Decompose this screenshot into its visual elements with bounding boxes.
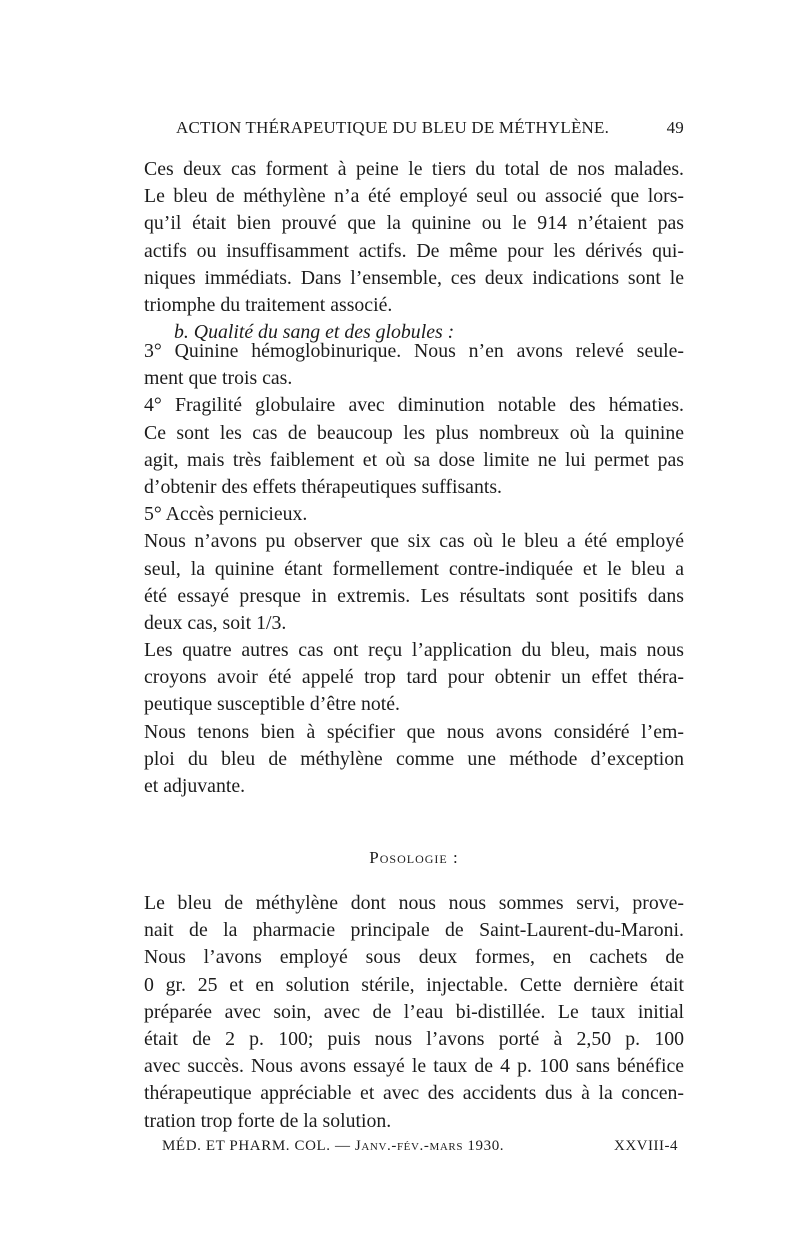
text-line: d’obtenir des effets thérapeutiques suffisants. [144, 475, 502, 498]
running-head [176, 118, 684, 142]
section-heading-posologie: Posologie : [369, 848, 459, 867]
paragraph-block-3 [144, 890, 684, 1135]
text-line: actifs ou insuffisamment actifs. De même pour les dérivés qui- [144, 239, 684, 262]
text-line: thérapeutique appréciable et avec des accidents dus à la concen- [144, 1082, 684, 1105]
signature-mark: XXVIII-4 [614, 1138, 678, 1154]
text-line: Nous n’avons pu observer que six cas où le bleu a été employé [144, 530, 684, 553]
text-line: avec succès. Nous avons essayé le taux de 4 p. 100 sans bénéfice [144, 1055, 684, 1078]
text-line: Les quatre autres cas ont reçu l’application du bleu, mais nous [144, 639, 684, 662]
text-line: Nous l’avons employé sous deux formes, en cachets de [144, 946, 684, 969]
text-line: ment que trois cas. [144, 367, 293, 390]
text-line: était de 2 p. 100; puis nous l’avons porté à 2,50 p. 100 [144, 1027, 684, 1050]
text-line: préparée avec soin, avec de l’eau bi-distillée. Le taux initial [144, 1000, 684, 1023]
paragraph-block-2 [144, 338, 684, 800]
text-line: croyons avoir été appelé trop tard pour obtenir un effet théra- [144, 666, 684, 689]
text-line: et adjuvante. [144, 775, 246, 797]
text-line: niques immédiats. Dans l’ensemble, ces deux indications sont le [144, 266, 684, 289]
page-footer [144, 1138, 684, 1162]
text-line: Ces deux cas forment à peine le tiers du total de nos malades. [144, 158, 684, 180]
paragraph-block-1 [144, 156, 684, 346]
journal-reference: MÉD. ET PHARM. COL. — Janv.-fév.-mars 1930. [162, 1138, 505, 1154]
page-number: 49 [666, 118, 684, 137]
running-head-title: ACTION THÉRAPEUTIQUE DU BLEU DE MÉTHYLÈNE. [176, 118, 610, 137]
text-line: Le bleu de méthylène n’a été employé seul ou associé que lors- [144, 185, 684, 208]
text-line: Ce sont les cas de beaucoup les plus nombreux où la quinine [144, 421, 684, 444]
text-line: peutique susceptible d’être noté. [144, 693, 400, 716]
section-heading-b: b. Qualité du sang et des globules : [174, 321, 455, 344]
text-line: 0 gr. 25 et en solution stérile, injectable. Cette dernière était [144, 973, 684, 996]
text-line: 4° Fragilité globulaire avec diminution notable des hématies. [144, 394, 684, 417]
text-line: Le bleu de méthylène dont nous nous sommes servi, prove- [144, 892, 684, 914]
text-line: deux cas, soit 1/3. [144, 611, 287, 634]
text-line: 5° Accès pernicieux. [144, 503, 308, 526]
text-line: tration trop forte de la solution. [144, 1109, 392, 1132]
text-line: Nous tenons bien à spécifier que nous avons considéré l’em- [144, 720, 684, 743]
text-line: nait de la pharmacie principale de Saint-Laurent-du-Maroni. [144, 919, 684, 942]
text-line: seul, la quinine étant formellement contre-indiquée et le bleu a [144, 557, 684, 580]
text-line: qu’il était bien prouvé que la quinine ou le 914 n’étaient pas [144, 212, 684, 235]
text-line: été essayé presque in extremis. Les résultats sont positifs dans [144, 584, 684, 607]
text-line: triomphe du traitement associé. [144, 293, 393, 316]
text-line: agit, mais très faiblement et où sa dose limite ne lui permet pas [144, 448, 684, 471]
text-line: 3° Quinine hémoglobinurique. Nous n’en avons relevé seule- [144, 340, 684, 362]
text-line: ploi du bleu de méthylène comme une méthode d’exception [144, 747, 684, 770]
